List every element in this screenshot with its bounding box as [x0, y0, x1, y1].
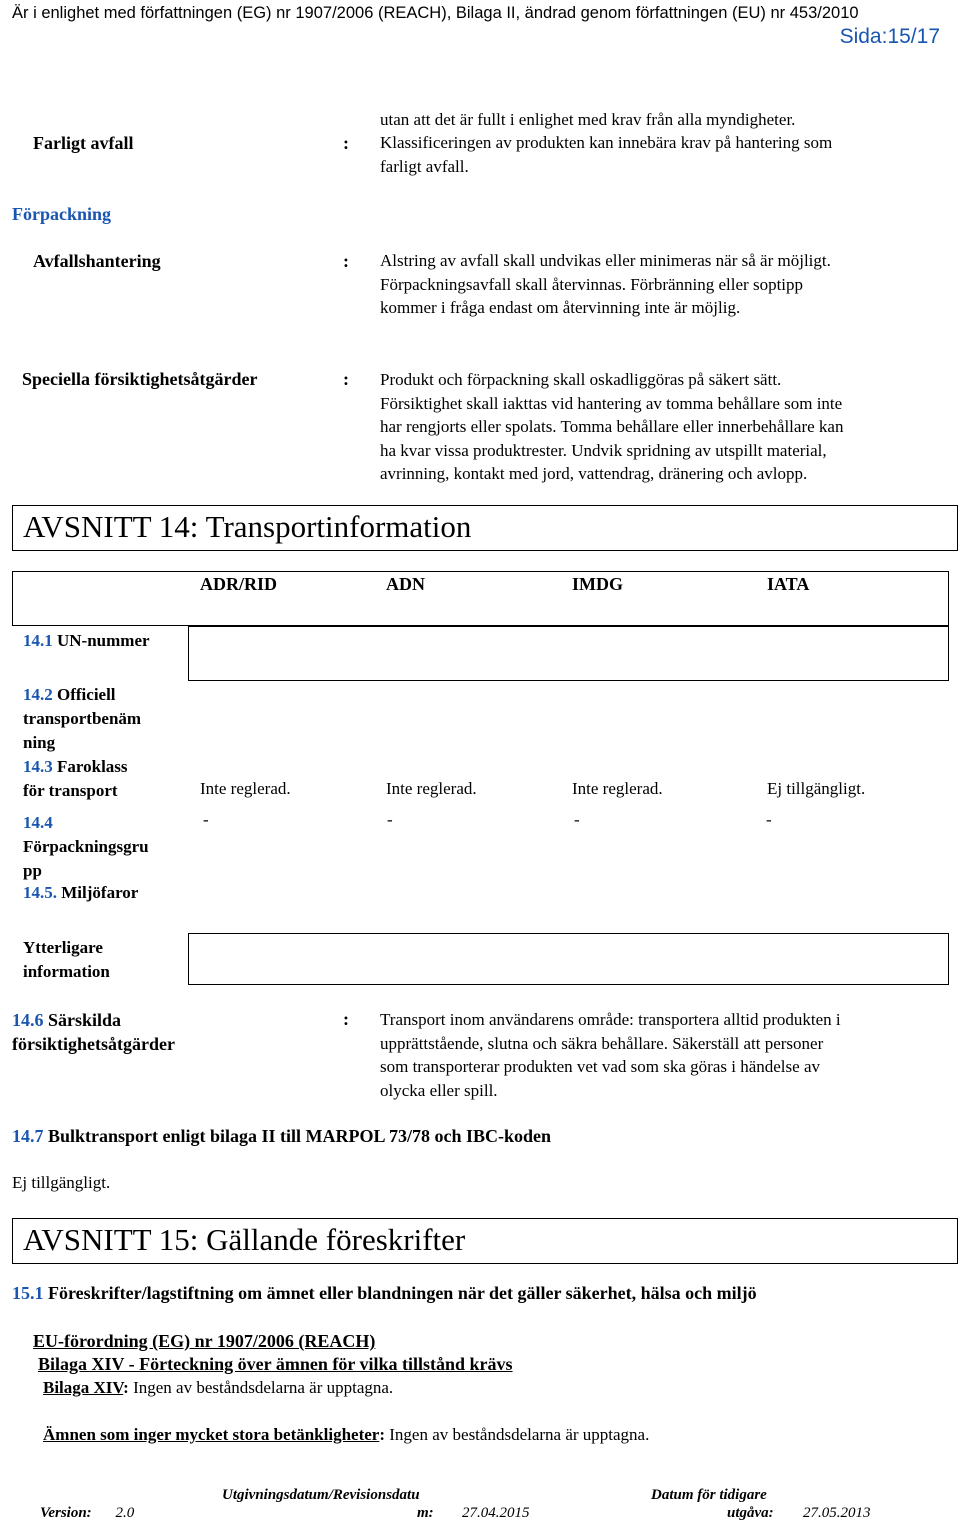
special-precautions-label [12, 1008, 175, 1056]
row-label: Ytterligare [23, 938, 103, 957]
text-line: Försiktighet skall iakttas vid hantering av tomma behållare som inte [380, 393, 843, 413]
bulk-transport-value: Ej tillgängligt. [12, 1173, 111, 1192]
version-value: 2.0 [115, 1505, 135, 1521]
packing-group-adn: - [387, 810, 393, 829]
row-number: 14.6 [12, 1010, 44, 1030]
speciella-label: Speciella försiktighetsåtgärder [22, 369, 258, 389]
row-label: försiktighetsåtgärder [12, 1034, 175, 1054]
hazard-class-iata: Ej tillgängligt. [767, 779, 866, 798]
avfallshantering-label: Avfallshantering [33, 251, 161, 271]
annex-xiv-value: Ingen av beståndsdelarna är upptagna. [128, 1378, 394, 1397]
regulation-text: Är i enlighet med författningen (EG) nr 1907/2006 (REACH), Bilaga II, ändrad genom författningen (EU) nr 453/2010 [12, 4, 859, 22]
page-number: 15 [887, 25, 911, 48]
text-line: Alstring av avfall skall undvikas eller minimeras när så är möjligt. [380, 251, 831, 270]
row-number: 14.4 [23, 813, 53, 832]
row-number: 14.2 [23, 685, 53, 704]
row-hazard-class-label [23, 755, 128, 803]
row-packing-group-label [23, 811, 149, 883]
row-label: Faroklass [57, 757, 128, 776]
row-number: 14.5. [23, 883, 57, 902]
annex-xiv-heading: Bilaga XIV - Förteckning över ämnen för vilka tillstånd krävs [38, 1354, 513, 1374]
eu-regulation-heading: EU-förordning (EG) nr 1907/2006 (REACH) [33, 1331, 376, 1351]
document-header [12, 3, 952, 23]
hazard-class-adr: Inte reglerad. [200, 779, 291, 798]
issue-date-value: 27.04.2015 [462, 1505, 530, 1521]
special-precautions-text [380, 1008, 841, 1102]
forpackning-heading: Förpackning [12, 204, 112, 224]
prev-date-label-line2: utgåva: [727, 1505, 774, 1521]
hazard-class-imdg: Inte reglerad. [572, 779, 663, 798]
avfallshantering-text [380, 249, 831, 320]
row-label: Särskilda [48, 1010, 122, 1030]
section-15-title: AVSNITT 15: Gällande föreskrifter [23, 1222, 466, 1257]
row-further-info-value-box [188, 933, 949, 985]
intro-line: utan att det är fullt i enlighet med krav från alla myndigheter. [380, 110, 796, 129]
row-label: transportbenäm [23, 709, 142, 728]
svhc-label: Ämnen som inger mycket stora betänkligheter [43, 1425, 380, 1444]
section-number: 14.7 [12, 1126, 44, 1146]
annex-xiv-colon: : [123, 1378, 129, 1397]
column-adr-rid: ADR/RID [200, 574, 278, 594]
text-line: farligt avfall. [380, 156, 469, 176]
farligt-avfall-text [380, 131, 832, 178]
column-imdg: IMDG [572, 574, 623, 594]
packing-group-imdg: - [574, 810, 580, 829]
avfallshantering-colon: : [343, 251, 349, 271]
section-14-heading [12, 505, 958, 551]
speciella-text [380, 368, 843, 486]
text-line: har rengjorts eller spolats. Tomma behållare eller innerbehållare kan [380, 417, 844, 436]
section-15-1-text: Föreskrifter/lagstiftning om ämnet eller blandningen när det gäller säkerhet, hälsa och miljö [48, 1283, 757, 1303]
text-line: Förpackningsavfall skall återvinnas. Förbränning eller soptipp [380, 274, 804, 294]
section-15-1-heading [12, 1283, 757, 1304]
text-line: Klassificeringen av produkten kan innebära krav på hantering som [380, 133, 833, 152]
text-line: upprättstående, slutna och säkra behållare. Säkerställ att personer [380, 1033, 824, 1053]
page-indicator: Sida:15/17 [839, 25, 940, 48]
section-number: 15.1 [12, 1283, 44, 1303]
svhc-colon: : [379, 1425, 386, 1444]
row-label: UN-nummer [57, 631, 150, 650]
row-label: Officiell [57, 685, 116, 704]
bulk-transport-heading [12, 1126, 551, 1147]
column-iata: IATA [767, 574, 810, 594]
issue-date-label-line2: m: [417, 1505, 434, 1521]
section-15-heading [12, 1218, 958, 1264]
prev-date-value: 27.05.2013 [803, 1505, 871, 1521]
text-line: Produkt och förpackning skall oskadliggöras på säkert sätt. [380, 370, 782, 389]
text-line: kommer i fråga endast om återvinning inte är möjlig. [380, 298, 741, 317]
row-label: Förpackningsgru [23, 837, 149, 856]
prev-date-label-line1: Datum för tidigare [651, 1487, 767, 1503]
issue-date-label-line1: Utgivningsdatum/Revisionsdatu [222, 1487, 420, 1503]
page-label: Sida: [839, 25, 888, 48]
footer-version [40, 1505, 134, 1522]
row-further-info-label [23, 936, 110, 984]
row-number: 14.1 [23, 631, 53, 650]
annex-xiv-line [43, 1378, 393, 1398]
version-label: Version: [40, 1505, 92, 1521]
packing-group-iata: - [766, 810, 772, 829]
page-total: 17 [916, 25, 940, 48]
row-number: 14.3 [23, 757, 53, 776]
section-14-title: AVSNITT 14: Transportinformation [23, 509, 472, 544]
text-line: som transporterar produkten vet vad som ska göras i händelse av [380, 1057, 820, 1076]
row-label: Miljöfaror [61, 883, 139, 902]
text-line: avrinning, kontakt med jord, vattendrag, dränering och avlopp. [380, 464, 808, 483]
column-adn: ADN [386, 574, 425, 594]
packing-group-adr: - [203, 810, 209, 829]
special-precautions-colon: : [343, 1009, 349, 1029]
text-line: ha kvar vissa produktrester. Undvik spridning av utspillt material, [380, 440, 827, 460]
row-un-number-value-box [188, 626, 949, 681]
hazard-class-adn: Inte reglerad. [386, 779, 477, 798]
text-line: olycka eller spill. [380, 1080, 498, 1100]
text-line: Transport inom användarens område: transportera alltid produkten i [380, 1010, 841, 1029]
bulk-heading-text: Bulktransport enligt bilaga II till MARPOL 73/78 och IBC-koden [48, 1126, 552, 1146]
row-label: information [23, 962, 110, 981]
row-label: för transport [23, 781, 118, 800]
farligt-avfall-colon: : [343, 133, 349, 153]
row-label: pp [23, 861, 42, 880]
row-label: ning [23, 733, 56, 752]
row-environment-label [23, 881, 138, 905]
annex-xiv-label: Bilaga XIV [43, 1378, 124, 1397]
row-official-name-label [23, 683, 141, 755]
svhc-value: Ingen av beståndsdelarna är upptagna. [385, 1425, 650, 1444]
svhc-line [43, 1425, 649, 1445]
farligt-avfall-label: Farligt avfall [33, 133, 134, 153]
speciella-colon: : [343, 369, 349, 389]
row-un-number-label [23, 629, 150, 653]
